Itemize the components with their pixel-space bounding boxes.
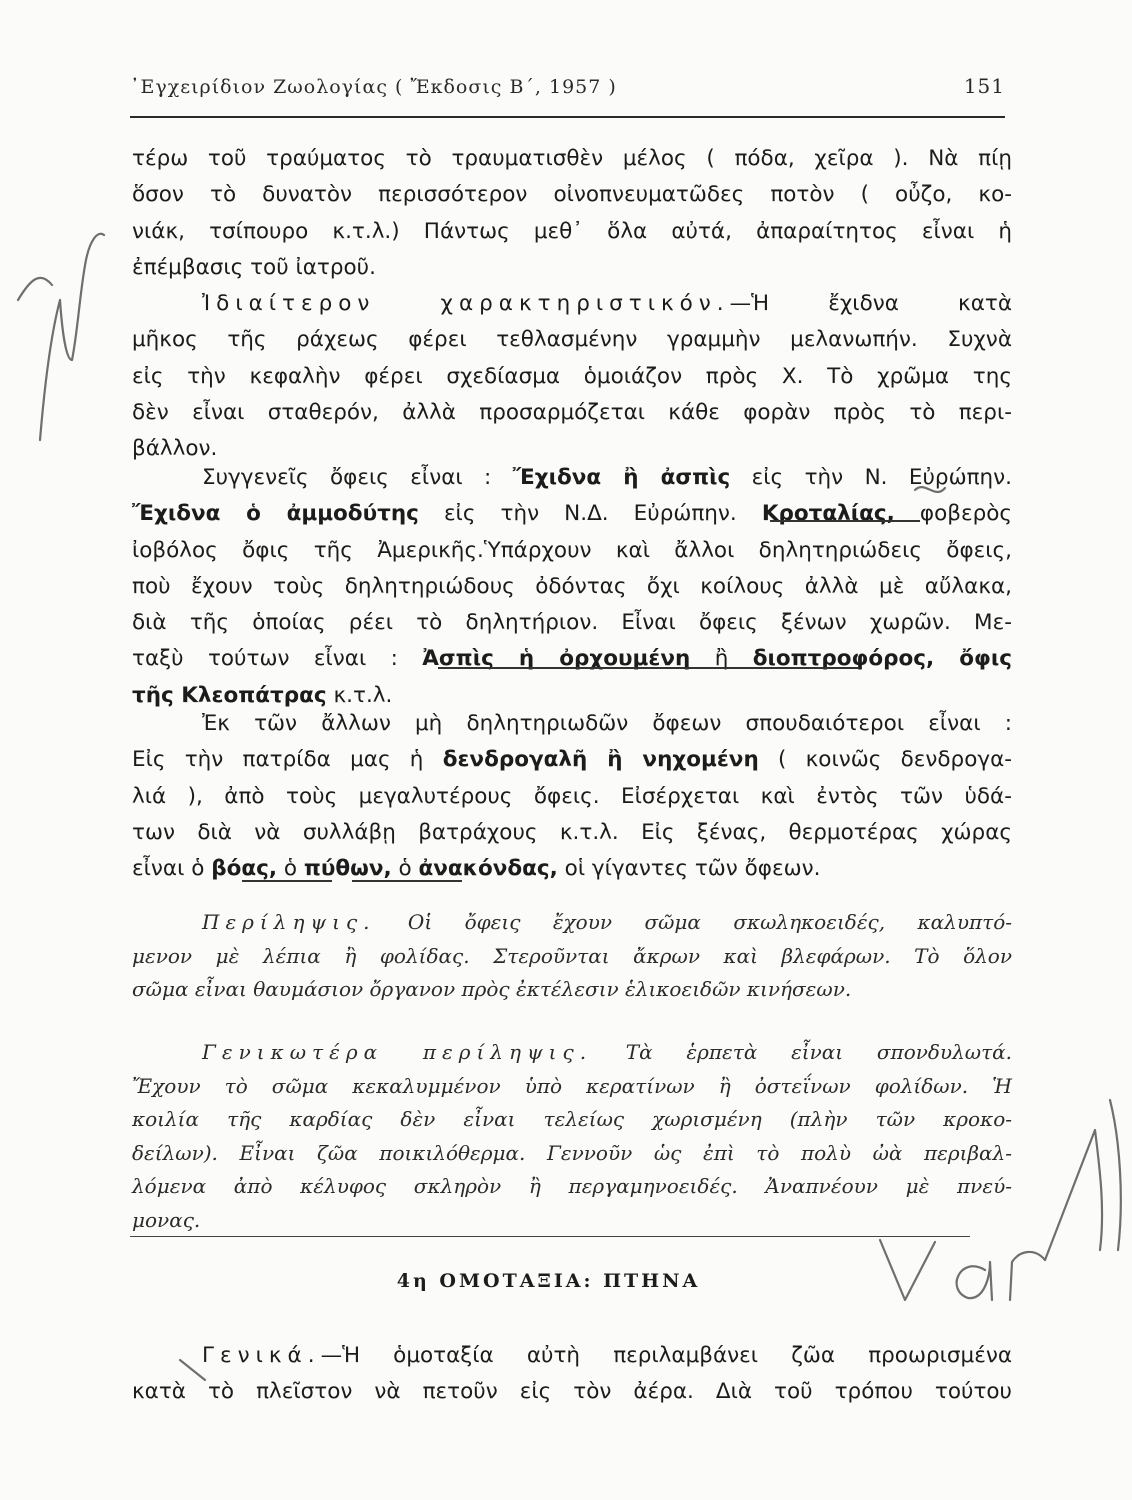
header-rule: [130, 116, 1005, 118]
text-line: κοιλία τῆς καρδίας δὲν εἶναι τελείως χωρισμένη (πλὴν τῶν κροκο-: [132, 1107, 1012, 1131]
species-name: διοπτροφόρος, ὄφις: [752, 646, 1012, 672]
margin-scribble: [1045, 1130, 1102, 1260]
text-line: ἰοβόλος ὄφις τῆς Ἀμερικῆς.Ὑπάρχουν καὶ ἄλλοι δηλητηριώδεις ὄφεις,: [132, 537, 1012, 563]
species-name: δενδρογαλῆ ἢ νηχομένη: [442, 747, 759, 773]
pencil-underline: [438, 667, 858, 669]
text-line: των διὰ νὰ συλλάβῃ βατράχους κ.τ.λ. Εἰς ξένας, θερμοτέρας χώρας: [132, 819, 1012, 845]
running-header: [130, 72, 1005, 102]
species-name: βόας,: [211, 856, 278, 882]
section-lead: Γενικά.: [202, 1343, 321, 1368]
section-divider: [130, 1236, 970, 1237]
summary-reptiles: [132, 1036, 1012, 1237]
text-line: Συγγενεῖς ὄφεις εἶναι : Ἔχιδνα ἢ ἀσπὶς εἰς τὴν Ν. Εὐρώπην.: [202, 465, 1012, 490]
section-lead: Γενικωτέρα περίληψις.: [202, 1040, 593, 1064]
margin-scribble: [1110, 1100, 1121, 1250]
margin-scribble: [40, 234, 104, 440]
paragraph-birds: [132, 1338, 1012, 1411]
paragraph-non-venomous: [132, 706, 1012, 887]
paragraph-characteristic: [132, 286, 1012, 467]
text-line: κατὰ τὸ πλεῖστον νὰ πετοῦν εἰς τὸν ἀέρα. Διὰ τοῦ τρόπου τούτου: [132, 1379, 1012, 1405]
paragraph-related-snakes: [132, 460, 1012, 714]
text-line: σῶμα εἶναι θαυμάσιον ὄργανον πρὸς ἐκτέλεσιν ἑλικοειδῶν κινήσεων.: [132, 977, 852, 1001]
species-name: ἀνακόνδας,: [418, 856, 558, 882]
page-number: 151: [963, 74, 1005, 98]
text-line: εἰς τὴν κεφαλὴν φέρει σχεδίασμα ὁμοιάζον πρὸς Χ. Τὸ χρῶμα της: [132, 363, 1012, 389]
section-lead: Ἰδιαίτερον χαρακτηριστικόν.: [202, 291, 730, 316]
summary-snakes: [132, 906, 1012, 1007]
text-line: Ἔχουν τὸ σῶμα κεκαλυμμένον ὑπὸ κερατίνων ἢ ὀστεΐνων φολίδων. Ἡ: [132, 1073, 1012, 1098]
species-name: τῆς Κλεοπάτρας: [132, 682, 327, 708]
text-line: Ἔχιδνα ὁ ἀμμοδύτης εἰς τὴν Ν.Δ. Εὐρώπην. Κροταλίας, φοβερὸς: [132, 501, 1012, 527]
margin-scribble: [18, 278, 52, 300]
text-line: ἐπέμβασις τοῦ ἰατροῦ.: [132, 254, 376, 280]
pencil-underline: [352, 880, 462, 882]
running-title: ᾽Εγχειρίδιον Ζωολογίας ( Ἔκδοσις Β΄, 1957 ): [130, 76, 617, 98]
text-line: ταξὺ τούτων εἶναι : Ἀσπὶς ἡ ὀρχουμένη ἢ διοπτροφόρος, ὄφις: [132, 646, 1012, 672]
species-name: Ἀσπὶς ἡ ὀρχουμένη: [422, 646, 691, 672]
text-line: λιά ), ἀπὸ τοὺς μεγαλυτέρους ὄφεις. Εἰσέρχεται καὶ ἐντὸς τῶν ὑδά-: [132, 783, 1012, 809]
pencil-underline: [242, 880, 332, 882]
text-line: μῆκος τῆς ράχεως φέρει τεθλασμένην γραμμὴν μελανωπήν. Συχνὰ: [132, 327, 1012, 353]
species-name: Ἔχιδνα ὁ ἀμμοδύτης: [132, 501, 419, 527]
text-line: τέρω τοῦ τραύματος τὸ τραυματισθὲν μέλος ( πόδα, χεῖρα ). Νὰ πίῃ: [132, 146, 1012, 171]
text-line: λόμενα ἀπὸ κέλυφος σκληρὸν ἢ περγαμηνοειδές. Ἀναπνέουν μὲ πνεύ-: [132, 1174, 1012, 1198]
text-line: βάλλον.: [132, 436, 218, 462]
section-heading: 4η ΟΜΟΤΑΞΙΑ: ΠΤΗΝΑ: [396, 1270, 701, 1292]
text-line: Ἐκ τῶν ἄλλων μὴ δηλητηριωδῶν ὄφεων σπουδαιότεροι εἶναι :: [202, 711, 1012, 736]
text-line: διὰ τῆς ὁποίας ρέει τὸ δηλητήριον. Εἶναι ὄφεις ξένων χωρῶν. Με-: [132, 610, 1012, 636]
species-name: Ἔχιδνα ἢ ἀσπὶς: [512, 465, 731, 490]
text-line: δείλων). Εἶναι ζῶα ποικιλόθερμα. Γεννοῦν ὡς ἐπὶ τὸ πολὺ ὠὰ περιβαλ-: [132, 1140, 1012, 1165]
paragraph-first-aid: [132, 141, 1012, 286]
text-line: Εἰς τὴν πατρίδα μας ἡ δενδρογαλῆ ἢ νηχομένη ( κοινῶς δενδρογα-: [132, 747, 1013, 773]
text-line: μονας.: [132, 1207, 201, 1232]
pencil-underline: [770, 520, 920, 522]
text-line: μενον μὲ λέπια ἢ φολίδας. Στεροῦνται ἄκρων καὶ βλεφάρων. Τὸ ὅλον: [132, 943, 1012, 968]
text-line: δὲν εἶναι σταθερόν, ἀλλὰ προσαρμόζεται κάθε φορὰν πρὸς τὸ περι-: [132, 399, 1012, 425]
text-line: Γενικά.—Ἡ ὁμοταξία αὐτὴ περιλαμβάνει ζῶα προωρισμένα: [202, 1343, 1012, 1368]
text-line: Ἰδιαίτερον χαρακτηριστικόν.—Ἡ ἔχιδνα κατὰ: [202, 291, 1012, 316]
text-line: ὅσον τὸ δυνατὸν περισσότερον οἰνοπνευματῶδες ποτὸν ( οὖζο, κο-: [132, 182, 1012, 208]
species-name: Κροταλίας,: [761, 501, 895, 527]
text-line: Γενικωτέρα περίληψις. Τὰ ἑρπετὰ εἶναι σπονδυλωτά.: [202, 1040, 1013, 1064]
text-line: τῆς Κλεοπάτρας κ.τ.λ.: [132, 682, 393, 708]
text-line: νιάκ, τσίπουρο κ.τ.λ.) Πάντως μεθ᾽ ὅλα αὐτά, ἀπαραίτητος εἶναι ἡ: [132, 218, 1012, 244]
species-name: πύθων,: [303, 856, 392, 882]
text-line: ποὺ ἔχουν τοὺς δηλητηριώδους ὀδόντας ὄχι κοίλους ἀλλὰ μὲ αὔλακα,: [132, 573, 1012, 599]
text-line: εἶναι ὁ βόας, ὁ πύθων, ὁ ἀνακόνδας, οἱ γίγαντες τῶν ὄφεων.: [132, 856, 821, 882]
text-line: Περίληψις. Οἱ ὄφεις ἔχουν σῶμα σκωληκοειδές, καλυπτό-: [202, 910, 1012, 934]
section-lead: Περίληψις.: [202, 910, 376, 934]
